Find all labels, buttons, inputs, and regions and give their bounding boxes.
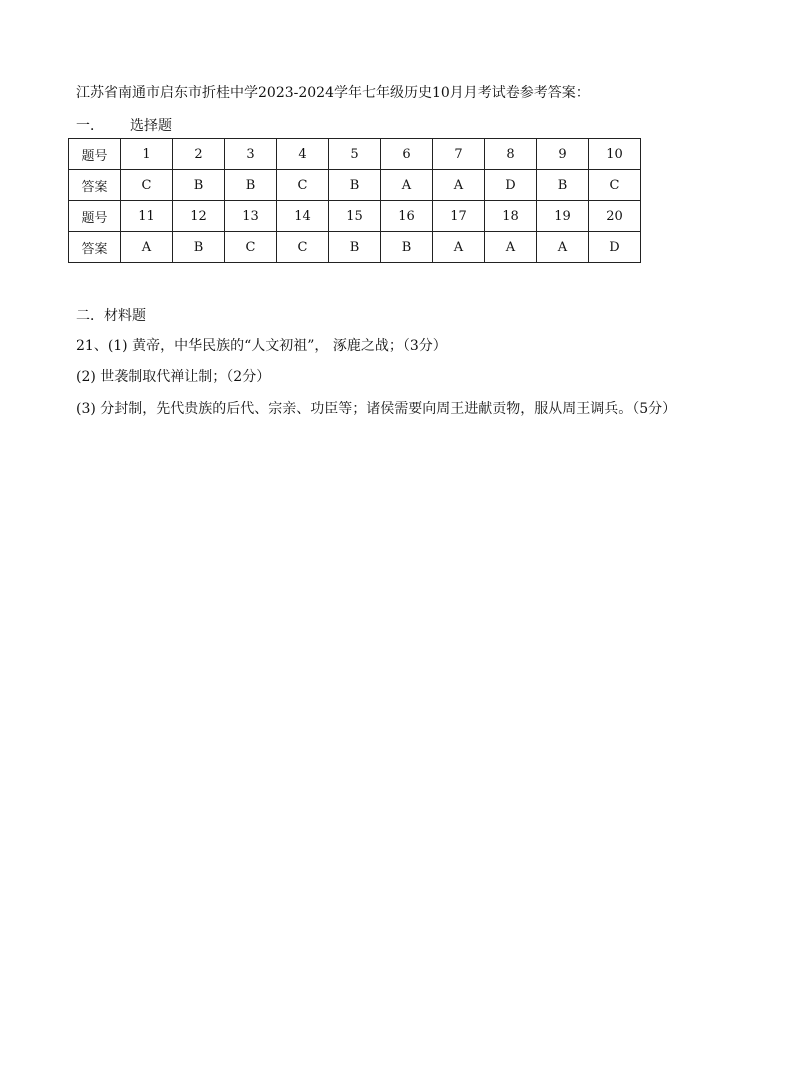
table-cell: 4 <box>277 139 329 170</box>
table-cell: B <box>537 170 589 201</box>
table-cell: B <box>329 170 381 201</box>
table-cell: A <box>433 232 485 263</box>
table-cell: C <box>225 232 277 263</box>
table-cell: 15 <box>329 201 381 232</box>
table-cell: C <box>121 170 173 201</box>
table-cell: B <box>173 232 225 263</box>
answer-21-part-1: 21、(1) 黄帝，中华民族的“人文初祖”， 涿鹿之战；（3分） <box>76 338 447 354</box>
table-cell: 7 <box>433 139 485 170</box>
table-cell: 10 <box>589 139 641 170</box>
row-header: 答案 <box>69 232 121 263</box>
table-row <box>69 201 641 232</box>
table-cell: A <box>121 232 173 263</box>
table-cell: C <box>589 170 641 201</box>
table-cell: 18 <box>485 201 537 232</box>
table-cell: 20 <box>589 201 641 232</box>
table-cell: A <box>485 232 537 263</box>
table-cell: 5 <box>329 139 381 170</box>
table-cell: D <box>485 170 537 201</box>
table-row <box>69 232 641 263</box>
table-cell: 1 <box>121 139 173 170</box>
table-cell: 14 <box>277 201 329 232</box>
table-cell: B <box>329 232 381 263</box>
table-cell: 11 <box>121 201 173 232</box>
table-cell: 12 <box>173 201 225 232</box>
section-one-heading <box>76 115 172 135</box>
table-cell: 17 <box>433 201 485 232</box>
table-cell: A <box>381 170 433 201</box>
row-header: 题号 <box>69 139 121 170</box>
table-cell: 19 <box>537 201 589 232</box>
table-cell: B <box>173 170 225 201</box>
table-cell: 3 <box>225 139 277 170</box>
table-cell: 13 <box>225 201 277 232</box>
table-row <box>69 139 641 170</box>
table-cell: D <box>589 232 641 263</box>
table-cell: A <box>433 170 485 201</box>
table-cell: 16 <box>381 201 433 232</box>
table-cell: B <box>225 170 277 201</box>
table-row <box>69 170 641 201</box>
answer-21-part-3: (3) 分封制，先代贵族的后代、宗亲、功臣等；诸侯需要向周王进献贡物，服从周王调兵。（5分） <box>76 401 677 417</box>
answer-21-part-2: (2) 世袭制取代禅让制；（2分） <box>76 369 271 385</box>
table-cell: 6 <box>381 139 433 170</box>
table-cell: C <box>277 232 329 263</box>
section-two-heading: 二．材料题 <box>76 308 146 324</box>
table-cell: A <box>537 232 589 263</box>
document-title: 江苏省南通市启东市折桂中学2023-2024学年七年级历史10月月考试卷参考答案： <box>76 85 590 101</box>
answer-table <box>68 138 641 263</box>
row-header: 答案 <box>69 170 121 201</box>
table-cell: C <box>277 170 329 201</box>
table-cell: 9 <box>537 139 589 170</box>
section-one-label: 选择题 <box>130 118 172 134</box>
table-cell: 2 <box>173 139 225 170</box>
table-cell: 8 <box>485 139 537 170</box>
table-cell: B <box>381 232 433 263</box>
row-header: 题号 <box>69 201 121 232</box>
section-one-number: 一． <box>76 118 104 134</box>
